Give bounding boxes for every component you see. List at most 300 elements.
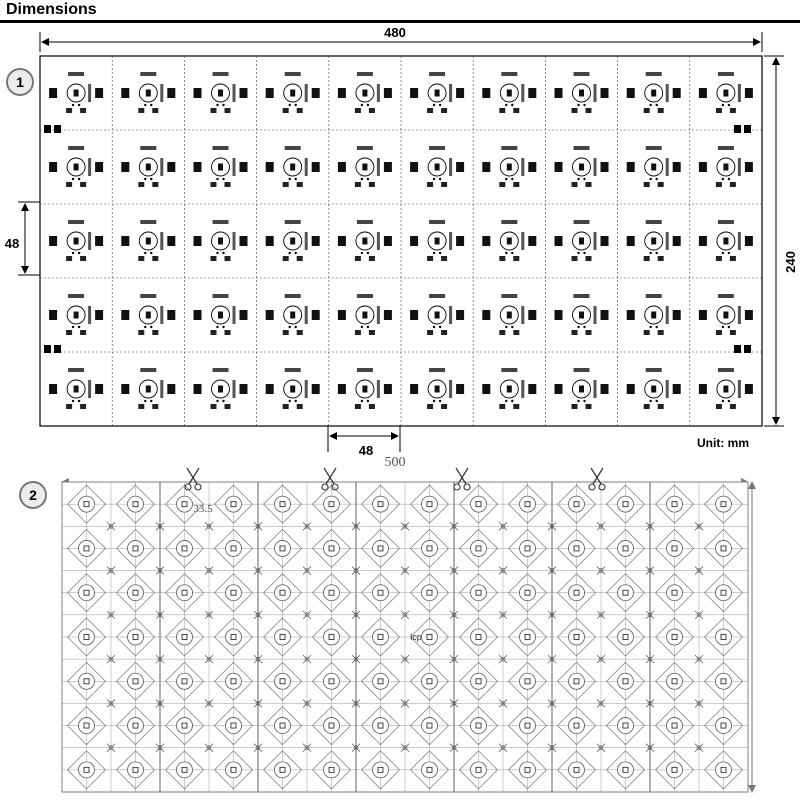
via-dot: [216, 326, 218, 328]
led-ring: [324, 673, 340, 689]
label-strip: [357, 220, 373, 224]
led-ring: [569, 496, 585, 512]
via-dot: [722, 104, 724, 106]
resistor-pad: [456, 88, 464, 98]
led-chip: [651, 312, 656, 319]
label-strip: [357, 72, 373, 76]
resistor-pad: [167, 162, 175, 172]
label-strip: [357, 146, 373, 150]
led-ring: [128, 496, 144, 512]
pcb-text-mark: [160, 306, 163, 324]
led-chip: [651, 386, 656, 393]
solder-pad: [427, 404, 433, 409]
led-ring: [275, 762, 291, 778]
resistor-pad: [384, 384, 392, 394]
via-dot: [650, 326, 652, 328]
edge-pad: [44, 125, 51, 133]
via-dot: [367, 104, 369, 106]
pcb-text-mark: [377, 232, 380, 250]
led-ring: [275, 718, 291, 734]
solder-pad: [658, 330, 664, 335]
led-ring: [471, 718, 487, 734]
solder-pad: [355, 404, 361, 409]
led-ring: [226, 585, 242, 601]
solder-pad: [572, 108, 578, 113]
resistor-pad: [95, 310, 103, 320]
led-ring: [569, 540, 585, 556]
solder-pad: [66, 108, 72, 113]
solder-pad: [716, 256, 722, 261]
solder-pad: [225, 404, 231, 409]
solder-pad: [572, 404, 578, 409]
edge-pad: [744, 125, 751, 133]
via-dot: [656, 326, 658, 328]
solder-pad: [66, 330, 72, 335]
resistor-pad: [95, 384, 103, 394]
via-dot: [728, 400, 730, 402]
led-chip: [579, 164, 584, 171]
resistor-pad: [673, 162, 681, 172]
resistor-pad: [194, 236, 202, 246]
resistor-pad: [312, 162, 320, 172]
label-strip: [285, 146, 301, 150]
solder-pad: [441, 108, 447, 113]
panel-1-width-dimension: [40, 25, 762, 52]
resistor-pad: [312, 384, 320, 394]
led-chip: [723, 312, 728, 319]
via-dot: [650, 252, 652, 254]
led-ring: [471, 585, 487, 601]
led-chip: [362, 238, 367, 245]
resistor-pad: [456, 236, 464, 246]
led-ring: [177, 585, 193, 601]
label-strip: [357, 294, 373, 298]
via-dot: [439, 400, 441, 402]
solder-pad: [369, 182, 375, 187]
led-chip: [146, 164, 151, 171]
led-ring: [128, 629, 144, 645]
via-dot: [577, 252, 579, 254]
label-strip: [285, 72, 301, 76]
pcb-text-mark: [521, 158, 524, 176]
led-ring: [716, 585, 732, 601]
label-strip: [140, 72, 156, 76]
solder-pad: [427, 256, 433, 261]
led-chip: [146, 238, 151, 245]
solder-pad: [441, 182, 447, 187]
solder-pad: [644, 404, 650, 409]
resistor-pad: [482, 88, 490, 98]
led-ring: [667, 496, 683, 512]
resistor-pad: [627, 88, 635, 98]
via-dot: [289, 178, 291, 180]
resistor-pad: [601, 162, 609, 172]
label-strip: [574, 146, 590, 150]
solder-pad: [441, 256, 447, 261]
led-ring: [716, 673, 732, 689]
led-chip: [290, 164, 295, 171]
resistor-pad: [266, 310, 274, 320]
via-dot: [216, 178, 218, 180]
pcb-text-mark: [88, 306, 91, 324]
resistor-pad: [699, 384, 707, 394]
led-chip: [579, 238, 584, 245]
via-dot: [72, 104, 74, 106]
led-chip: [579, 386, 584, 393]
resistor-pad: [482, 162, 490, 172]
resistor-pad: [555, 236, 563, 246]
solder-pad: [572, 330, 578, 335]
solder-pad: [586, 404, 592, 409]
via-dot: [78, 400, 80, 402]
solder-pad: [138, 330, 144, 335]
via-dot: [222, 104, 224, 106]
solder-pad: [644, 108, 650, 113]
resistor-pad: [312, 236, 320, 246]
resistor-pad: [312, 88, 320, 98]
led-chip: [507, 90, 512, 97]
via-dot: [656, 252, 658, 254]
module-width-label: 48: [358, 443, 374, 458]
via-dot: [577, 326, 579, 328]
led-chip: [435, 90, 440, 97]
led-ring: [275, 585, 291, 601]
via-dot: [583, 178, 585, 180]
via-dot: [656, 400, 658, 402]
resistor-pad: [167, 310, 175, 320]
led-ring: [177, 496, 193, 512]
solder-pad: [66, 182, 72, 187]
pcb-text-mark: [738, 306, 741, 324]
resistor-pad: [745, 310, 753, 320]
solder-pad: [80, 182, 86, 187]
pcb-text-mark: [88, 232, 91, 250]
led-ring: [422, 585, 438, 601]
led-ring: [79, 762, 95, 778]
via-dot: [728, 178, 730, 180]
solder-pad: [716, 182, 722, 187]
resistor-pad: [384, 88, 392, 98]
panel-2-board: [62, 482, 748, 792]
via-dot: [505, 104, 507, 106]
pcb-text-mark: [160, 232, 163, 250]
edge-pad: [54, 345, 61, 353]
resistor-pad: [410, 236, 418, 246]
led-ring: [471, 762, 487, 778]
pcb-text-mark: [88, 158, 91, 176]
panel-1-width-label: 480: [384, 25, 406, 40]
label-strip: [646, 220, 662, 224]
label-strip: [718, 220, 734, 224]
solder-pad: [355, 330, 361, 335]
led-ring: [618, 496, 634, 512]
pcb-text-mark: [521, 232, 524, 250]
led-ring: [373, 496, 389, 512]
via-dot: [367, 252, 369, 254]
solder-pad: [297, 256, 303, 261]
led-ring: [79, 673, 95, 689]
led-ring: [422, 496, 438, 512]
panel-1-height-label: 240: [783, 251, 798, 273]
led-ring: [520, 540, 536, 556]
led-ring: [471, 629, 487, 645]
solder-pad: [66, 256, 72, 261]
solder-pad: [152, 108, 158, 113]
solder-pad: [499, 256, 505, 261]
led-ring: [177, 718, 193, 734]
led-ring: [177, 762, 193, 778]
led-chip: [723, 90, 728, 97]
label-strip: [501, 220, 517, 224]
label-strip: [68, 294, 84, 298]
via-dot: [72, 178, 74, 180]
label-strip: [285, 294, 301, 298]
solder-pad: [211, 256, 217, 261]
led-chip: [146, 312, 151, 319]
via-dot: [78, 104, 80, 106]
led-ring: [373, 718, 389, 734]
label-strip: [213, 294, 229, 298]
solder-pad: [225, 256, 231, 261]
via-dot: [289, 326, 291, 328]
via-dot: [361, 400, 363, 402]
pcb-text-mark: [449, 84, 452, 102]
solder-pad: [658, 182, 664, 187]
led-chip: [435, 386, 440, 393]
led-ring: [324, 585, 340, 601]
pcb-text-mark: [377, 84, 380, 102]
resistor-pad: [601, 88, 609, 98]
solder-pad: [730, 404, 736, 409]
via-dot: [295, 400, 297, 402]
led-ring: [569, 673, 585, 689]
solder-pad: [499, 404, 505, 409]
label-strip: [574, 294, 590, 298]
via-dot: [583, 104, 585, 106]
label-strip: [140, 368, 156, 372]
label-strip: [646, 294, 662, 298]
led-ring: [177, 540, 193, 556]
led-chip: [146, 386, 151, 393]
label-strip: [285, 220, 301, 224]
solder-pad: [80, 404, 86, 409]
resistor-pad: [627, 236, 635, 246]
led-ring: [373, 762, 389, 778]
led-ring: [226, 496, 242, 512]
led-chip: [146, 90, 151, 97]
label-strip: [140, 146, 156, 150]
solder-pad: [716, 404, 722, 409]
led-ring: [275, 496, 291, 512]
led-chip: [507, 386, 512, 393]
via-dot: [650, 178, 652, 180]
solder-pad: [66, 404, 72, 409]
solder-pad: [80, 256, 86, 261]
via-dot: [216, 252, 218, 254]
solder-pad: [225, 182, 231, 187]
pcb-text-mark: [521, 306, 524, 324]
led-ring: [226, 762, 242, 778]
led-ring: [569, 762, 585, 778]
solder-pad: [152, 256, 158, 261]
via-dot: [295, 326, 297, 328]
resistor-pad: [410, 310, 418, 320]
pcb-text-mark: [88, 380, 91, 398]
led-ring: [716, 762, 732, 778]
led-chip: [218, 238, 223, 245]
led-chip: [290, 238, 295, 245]
via-dot: [439, 252, 441, 254]
resistor-pad: [528, 310, 536, 320]
solder-pad: [658, 404, 664, 409]
resistor-pad: [410, 162, 418, 172]
led-ring: [373, 673, 389, 689]
led-ring: [226, 673, 242, 689]
solder-pad: [658, 108, 664, 113]
solder-pad: [644, 182, 650, 187]
via-dot: [577, 104, 579, 106]
solder-pad: [730, 108, 736, 113]
pcb-text-mark: [377, 306, 380, 324]
label-strip: [429, 72, 445, 76]
resistor-pad: [338, 236, 346, 246]
solder-pad: [441, 404, 447, 409]
pcb-text-mark: [449, 306, 452, 324]
solder-pad: [658, 256, 664, 261]
solder-pad: [427, 108, 433, 113]
resistor-pad: [167, 384, 175, 394]
resistor-pad: [49, 384, 57, 394]
led-ring: [618, 762, 634, 778]
label-strip: [574, 72, 590, 76]
led-chip: [362, 164, 367, 171]
led-chip: [723, 238, 728, 245]
pcb-text-mark: [594, 232, 597, 250]
page-title: Dimensions: [6, 1, 97, 18]
solder-pad: [369, 256, 375, 261]
led-ring: [520, 629, 536, 645]
via-dot: [722, 178, 724, 180]
edge-pad: [734, 345, 741, 353]
label-strip: [213, 220, 229, 224]
led-ring: [520, 673, 536, 689]
resistor-pad: [266, 88, 274, 98]
via-dot: [367, 178, 369, 180]
pcb-text-mark: [666, 380, 669, 398]
via-dot: [361, 252, 363, 254]
led-ring: [618, 540, 634, 556]
via-dot: [505, 252, 507, 254]
resistor-pad: [338, 384, 346, 394]
led-ring: [716, 496, 732, 512]
module-width-dimension: [328, 426, 400, 458]
label-strip: [501, 72, 517, 76]
via-dot: [150, 252, 152, 254]
pcb-text-mark: [305, 380, 308, 398]
solder-pad: [586, 108, 592, 113]
pcb-text-mark: [233, 84, 236, 102]
led-chip: [507, 164, 512, 171]
resistor-pad: [167, 236, 175, 246]
via-dot: [367, 326, 369, 328]
via-dot: [656, 178, 658, 180]
solder-pad: [211, 404, 217, 409]
led-ring: [373, 585, 389, 601]
resistor-pad: [49, 310, 57, 320]
via-dot: [511, 400, 513, 402]
led-ring: [177, 673, 193, 689]
solder-pad: [369, 108, 375, 113]
led-ring: [324, 540, 340, 556]
via-dot: [144, 252, 146, 254]
panel-1-height-dimension: [764, 56, 798, 426]
label-strip: [140, 220, 156, 224]
via-dot: [216, 104, 218, 106]
resistor-pad: [555, 88, 563, 98]
led-ring: [618, 718, 634, 734]
via-dot: [505, 400, 507, 402]
led-ring: [520, 496, 536, 512]
via-dot: [439, 104, 441, 106]
pcb-text-mark: [305, 158, 308, 176]
led-ring: [128, 762, 144, 778]
led-ring: [667, 718, 683, 734]
label-strip: [574, 368, 590, 372]
led-ring: [128, 585, 144, 601]
pcb-text-mark: [521, 380, 524, 398]
solder-pad: [730, 330, 736, 335]
solder-pad: [369, 330, 375, 335]
module-height-dimension: [5, 202, 40, 275]
solder-pad: [586, 330, 592, 335]
pcb-text-mark: [738, 84, 741, 102]
label-strip: [646, 146, 662, 150]
resistor-pad: [410, 88, 418, 98]
via-dot: [722, 400, 724, 402]
label-strip: [501, 368, 517, 372]
led-chip: [362, 90, 367, 97]
label-strip: [501, 146, 517, 150]
resistor-pad: [194, 310, 202, 320]
label-strip: [213, 146, 229, 150]
via-dot: [150, 326, 152, 328]
led-chip: [507, 238, 512, 245]
solder-pad: [138, 182, 144, 187]
resistor-pad: [49, 162, 57, 172]
solder-pad: [152, 404, 158, 409]
led-chip: [362, 386, 367, 393]
panel-2-badge: 2: [19, 481, 47, 509]
led-ring: [667, 540, 683, 556]
pcb-text-mark: [594, 84, 597, 102]
resistor-pad: [194, 162, 202, 172]
solder-pad: [138, 404, 144, 409]
led-chip: [362, 312, 367, 319]
pcb-text-mark: [738, 158, 741, 176]
label-strip: [646, 72, 662, 76]
solder-pad: [441, 330, 447, 335]
label-strip: [285, 368, 301, 372]
pcb-text-mark: [88, 84, 91, 102]
resistor-pad: [95, 236, 103, 246]
resistor-pad: [338, 88, 346, 98]
via-dot: [222, 326, 224, 328]
solder-pad: [152, 330, 158, 335]
solder-pad: [572, 256, 578, 261]
led-ring: [471, 540, 487, 556]
label-strip: [68, 368, 84, 372]
resistor-pad: [338, 310, 346, 320]
